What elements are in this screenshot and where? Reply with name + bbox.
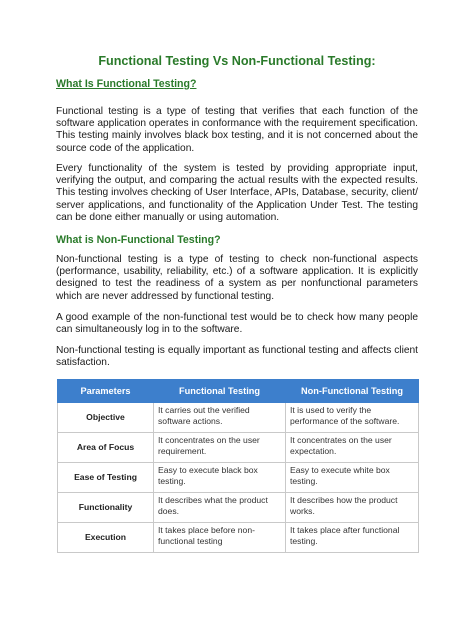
table-header-cell: Functional Testing [154, 380, 286, 403]
table-cell: It carries out the verified software actions. [154, 403, 286, 433]
comparison-table [57, 379, 419, 553]
table-header-cell: Non-Functional Testing [286, 380, 419, 403]
paragraph: Every functionality of the system is tested by providing appropriate input, verifying the output, and comparing the actual results with the expected results. This testing involves checking of User Interface, APIs, Database, security, client/ server applications, and functionality of the Application Under Test. The testing can be done either manually or using automation. [56, 163, 418, 223]
table-cell: It takes place after functional testing. [286, 523, 419, 553]
section-heading-non-functional: What is Non-Functional Testing? [56, 234, 221, 246]
table-cell: It describes what the product does. [154, 493, 286, 523]
section-heading-functional: What Is Functional Testing? [56, 78, 197, 90]
table-cell: Easy to execute white box testing. [286, 463, 419, 493]
table-cell: It takes place before non-functional testing [154, 523, 286, 553]
paragraph: Non-functional testing is equally important as functional testing and affects client satisfaction. [56, 345, 418, 369]
paragraph: Functional testing is a type of testing that verifies that each function of the software application operates in conformance with the requirement specification. This testing mainly involves black box testing, and it is not concerned about the source code of the application. [56, 106, 418, 154]
table-cell: It concentrates on the user requirement. [154, 433, 286, 463]
table-row-label: Area of Focus [58, 433, 154, 463]
table-cell: It describes how the product works. [286, 493, 419, 523]
table-row-label: Functionality [58, 493, 154, 523]
table-row [58, 403, 419, 433]
table-row-label: Objective [58, 403, 154, 433]
table-row [58, 493, 419, 523]
table-row-label: Ease of Testing [58, 463, 154, 493]
paragraph: A good example of the non-functional test would be to check how many people can simultaneously log in to the software. [56, 312, 418, 336]
table-cell: It concentrates on the user expectation. [286, 433, 419, 463]
table-header-row [58, 380, 419, 403]
table-header-cell: Parameters [58, 380, 154, 403]
table-row-label: Execution [58, 523, 154, 553]
table-cell: Easy to execute black box testing. [154, 463, 286, 493]
table-cell: It is used to verify the performance of the software. [286, 403, 419, 433]
table-row [58, 463, 419, 493]
table-row [58, 433, 419, 463]
page-title: Functional Testing Vs Non-Functional Testing: [98, 54, 376, 68]
paragraph: Non-functional testing is a type of testing to check non-functional aspects (performance, usability, reliability, etc.) of a software application. It is explicitly designed to test the readiness of a system as per nonfunctional parameters which are never addressed by functional testing. [56, 254, 418, 302]
table-row [58, 523, 419, 553]
